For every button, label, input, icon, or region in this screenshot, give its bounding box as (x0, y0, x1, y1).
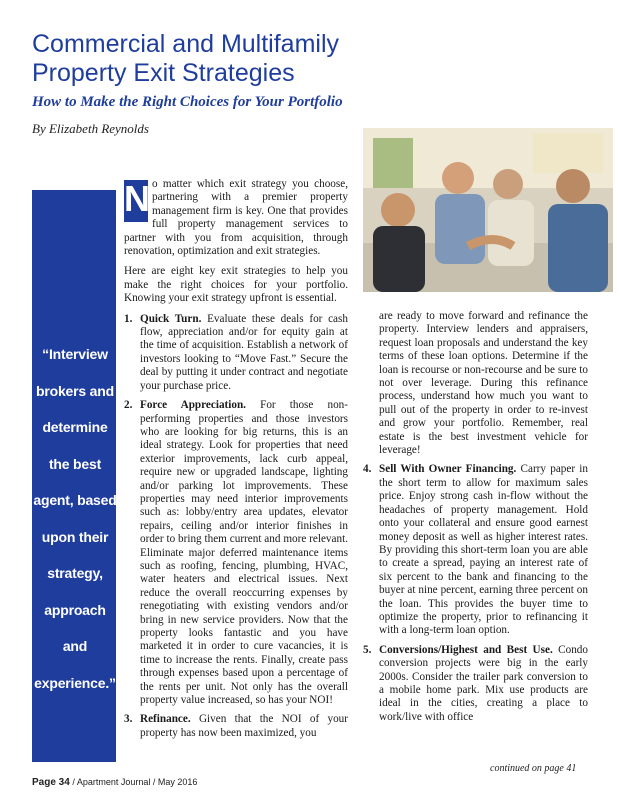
item-heading: Quick Turn. (140, 312, 202, 325)
item-number: 1. (124, 312, 133, 325)
strategy-list-2 (363, 463, 588, 724)
article-title-line1: Commercial and Multifamily (32, 30, 340, 58)
list-item (363, 463, 588, 637)
list-item (124, 399, 348, 707)
page-number: Page 34 (32, 777, 70, 788)
photo-illustration (363, 128, 613, 292)
strategy-list-1 (124, 313, 348, 741)
list-item (124, 313, 348, 393)
item-heading: Conversions/Highest and Best Use. (379, 643, 553, 656)
list-item (363, 644, 588, 724)
continued-notice: continued on page 41 (490, 763, 577, 774)
item-text: Evaluate these deals for cash flow, appreciation and/or for equity gain at the time of acquisition. Establish a network of investors looking to “Move Fast.” Secure the deal by putting it under contract and negotiate your purchase price. (140, 312, 348, 392)
item-number: 3. (124, 713, 133, 726)
item-number: 4. (363, 463, 372, 476)
item-number: 5. (363, 643, 372, 656)
publication-info: / Apartment Journal / May 2016 (69, 777, 198, 787)
page-footer (32, 777, 197, 788)
article-title-line2: Property Exit Strategies (32, 59, 295, 87)
drop-cap: N (124, 180, 148, 222)
list-item (124, 713, 348, 740)
item-heading: Force Appreciation. (140, 399, 246, 412)
item-3-continued: are ready to move forward and refinance the property. Interview lenders and appraisers, request loan proposals and understand the key terms of these loan options. Determine if the loan is recourse or non-recourse and be sure to not over leverage. During this refinance process, understand how much you want to pull out of the property in order to re-invest and grow your portfolio. Remember, real estate is the best investment vehicle for leverage! (379, 310, 588, 457)
intro-text-1: o matter which exit strategy you choose, partnering with a premier property management firm is key. One that provides full property management services to partner with you from acquisition, through renovation, optimization and exit strategies. (124, 178, 348, 258)
item-number: 2. (124, 399, 133, 412)
item-heading: Refinance. (140, 713, 191, 726)
item-text: Carry paper in the short term to allow for maximum sales price. Enjoy strong cash in-flow without the headaches of property management. Hold onto your collateral and ensure good earnest money deposit as well as higher interest rates. By providing this short-term loan you are able to create a spread, paying an interest rate of six percent to the bank and financing to the buyer at nine percent, earning three percent on the loan. This provides the buyer time to optimize the property, prior to refinancing it with a long-term loan option. (379, 463, 588, 637)
pull-quote: “Interview brokers and determine the best agent, based upon their strategy, approach and experience.” (33, 346, 117, 691)
article-title (32, 30, 552, 88)
item-text: Given that the NOI of your property has now been maximized, you (140, 713, 348, 739)
intro-paragraph-2: Here are eight key exit strategies to help you make the right choices for your portfolio. Knowing your exit strategy upfront is essential. (124, 265, 348, 305)
article-byline: By Elizabeth Reynolds (32, 121, 149, 136)
item-text: For those non-performing properties and those investors who are looking for big returns, this is an ideal strategy. Look for properties that need exterior improvements, lack curb appeal, require new or upgraded landscape, lighting and/or parking lot improvements. These properties may need interior improvements such as: lobby/entry area updates, elevator repairs, ceiling and/or interior finishes in order to bring them current and more relevant. Eliminate major deferred maintenance items such as roofing, fencing, plumbing, HVAC, water heaters and electrical issues. Next reduce the overall reoccurring expenses by renegotiating with existing vendors and/or bring in new service providers. Now that the property looks fantastic and you have marketed it in order to cure vacancies, it is time to increase the rents. Finally, create pass through expenses based upon a percentage of the rents per unit. Not only has the overall property value increased, so has your NOI! (140, 399, 348, 707)
business-meeting-photo (363, 128, 613, 292)
intro-paragraph-1 (124, 178, 348, 258)
article-column-2 (363, 310, 588, 730)
article-column-1 (124, 178, 348, 746)
item-text: Condo conversion projects were big in the early 2000s. Consider the trailer park conversion to a mobile home park. Mix use products are ideal in the cities, creating a place to work/live with office (379, 643, 588, 723)
article-subtitle: How to Make the Right Choices for Your Portfolio (32, 94, 343, 110)
item-heading: Sell With Owner Financing. (379, 463, 517, 476)
